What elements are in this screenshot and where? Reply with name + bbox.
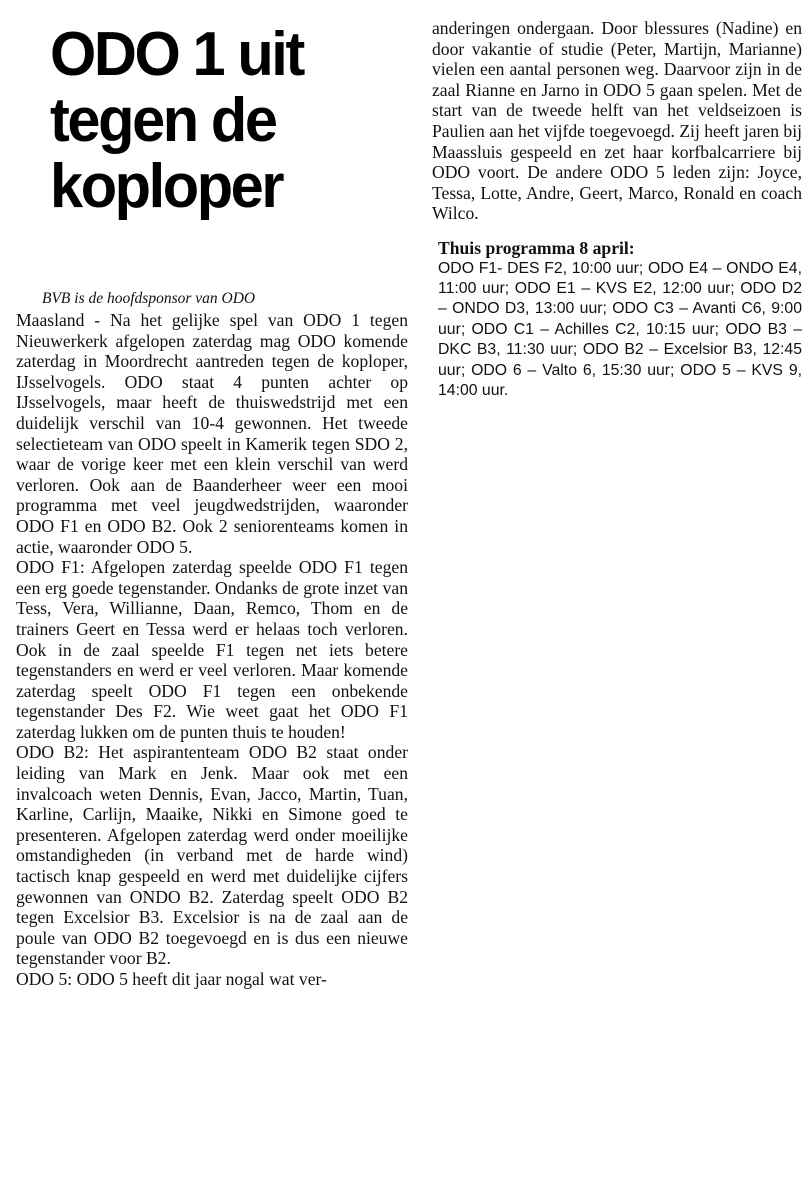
headline-line-3: koploper (50, 152, 283, 221)
article-body (16, 310, 408, 990)
schedule-title: Thuis programma 8 april: (438, 237, 635, 258)
photo-caption: BVB is de hoofdsponsor van ODO (42, 290, 256, 307)
schedule-list: ODO F1- DES F2, 10:00 uur; ODO E4 – ONDO E4, 11:00 uur; ODO E1 – KVS E2, 12:00 uur; ODO D2 – ONDO D3, 13:00 uur; ODO C3 – Avanti C6, 9:00 uur; ODO C1 – Achilles C2, 10:15 uur; ODO B3 – DKC B3, 11:30 uur; ODO B2 – Excelsior B3, 12:45 uur; ODO 6 – Valto 6, 15:30 uur; ODO 5 – KVS 9, 14:00 uur. (438, 259, 802, 399)
paragraph-continuation: anderingen ondergaan. Door blessures (Nadine) en door vakantie of studie (Peter, Martijn, Marianne) vielen een aantal personen weg. Daarvoor zijn in de zaal Rianne en Jarno in ODO 5 gaan spelen. Met de start van de tweede helft van het veldseizoen is Paulien aan het vijfde toegevoegd. Zij heeft jaren bij Maassluis gespeeld en zet haar korfbalcarriere bij ODO voort. De andere ODO 5 leden zijn: Joyce, Tessa, Lotte, Andre, Geert, Marco, Ronald en coach Wilco. (432, 18, 802, 224)
paragraph-odo-f1: ODO F1: Afgelopen zaterdag speelde ODO F1 tegen een erg goede tegenstander. Ondanks de grote inzet van Tess, Vera, Willianne, Daan, Remco, Thom en de trainers Geert en Tessa werd er helaas toch verloren. Ook in de zaal speelde F1 tegen net iets betere tegenstanders en werd er veel verloren. Maar komende zaterdag speelt ODO F1 tegen een onbekende tegenstander Des F2. Wie weet gaat het ODO F1 zaterdag lukken om de punten thuis te houden! (16, 557, 408, 742)
left-column (16, 22, 408, 990)
right-column (432, 18, 802, 401)
paragraph-intro: Maasland - Na het gelijke spel van ODO 1 tegen Nieuwerkerk afgelopen zaterdag mag ODO komende zaterdag in Moordrecht aantreden tegen de koploper, IJsselvogels. ODO staat 4 punten achter op IJsselvogels, maar heeft de thuiswedstrijd met een duidelijk verschil van 10-4 gewonnen. Het tweede selectieteam van ODO speelt in Kamerik tegen SDO 2, waar de vorige keer met een klein verschil van werd verloren. Ook aan de Baanderheer weer een mooi programma met veel jeugdwedstrijden, waaronder ODO F1 en ODO B2. Ook 2 seniorenteams komen in actie, waaronder ODO 5. (16, 310, 408, 557)
headline-line-1: ODO 1 uit (50, 20, 303, 89)
paragraph-odo-5: ODO 5: ODO 5 heeft dit jaar nogal wat ver- (16, 969, 327, 989)
headline (50, 22, 394, 220)
headline-line-2: tegen de (50, 86, 276, 155)
paragraph-odo-b2: ODO B2: Het aspirantenteam ODO B2 staat onder leiding van Mark en Jenk. Maar ook met een invalcoach weten Dennis, Evan, Jacco, Martin, Tuan, Karline, Carlijn, Maaike, Nikki en Simone goed te presenteren. Afgelopen zaterdag werd onder moeilijke omstandigheden (in verband met de harde wind) tactisch knap gespeeld en werd met duidelijke cijfers gewonnen van ONDO B2. Zaterdag speelt ODO B2 tegen Excelsior B3. Excelsior is na de zaal aan de poule van ODO B2 toegevoegd en is dus een nieuwe tegenstander voor B2. (16, 742, 408, 969)
